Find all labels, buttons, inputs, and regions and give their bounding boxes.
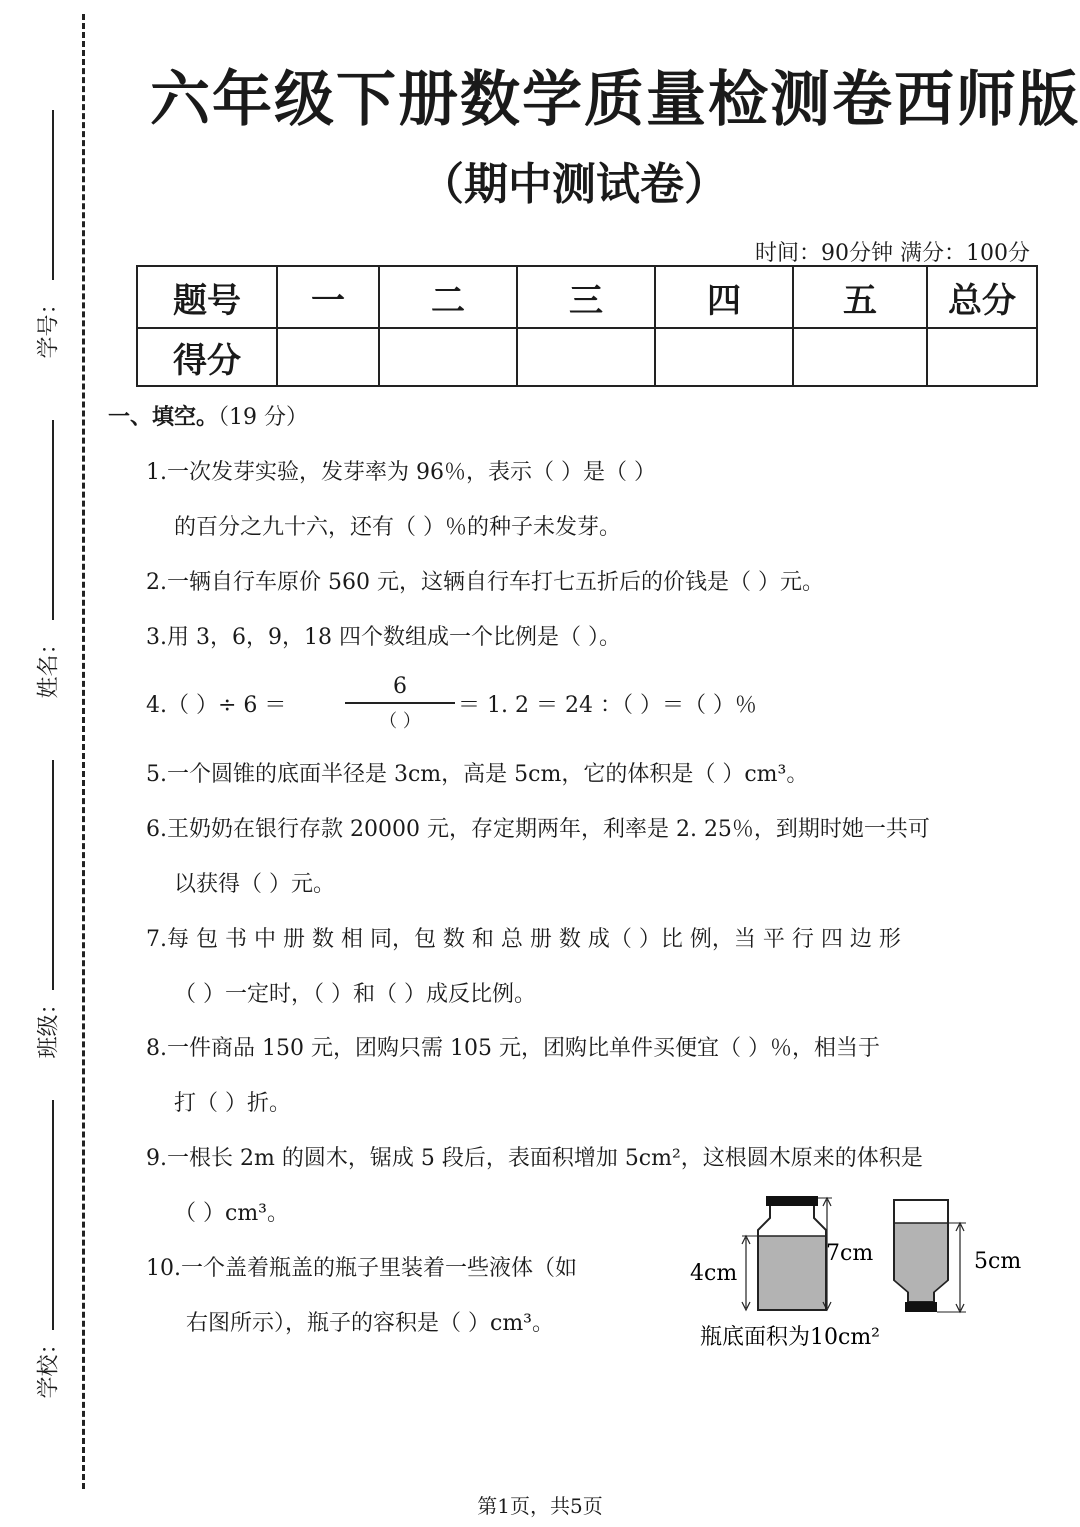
liquid-fill	[759, 1236, 825, 1309]
section-1-title	[108, 400, 308, 431]
score-header-cell: 总分	[927, 266, 1037, 328]
question-6-line-1: 6.王奶奶在银行存款 20000 元，存定期两年，利率是 2. 25％，到期时她一共可	[146, 817, 930, 842]
bottle-upright	[690, 1196, 873, 1310]
score-row-label: 得分	[137, 328, 277, 386]
question-8-line-1: 8.一件商品 150 元，团购只需 105 元，团购比单件买便宜（ ）％，相当于	[146, 1036, 880, 1061]
name-line	[52, 420, 54, 620]
question-3: 3.用 3，6，9，18 四个数组成一个比例是（ ）。	[146, 625, 621, 650]
score-table	[136, 265, 1038, 387]
score-header-cell: 三	[517, 266, 655, 328]
question-4-fraction	[345, 674, 455, 733]
school-line	[52, 1100, 54, 1330]
section-1-heading: 一、填空。	[108, 405, 219, 430]
time-info: 时间：90分钟 满分：100分	[755, 241, 1030, 266]
fraction-bar	[345, 702, 455, 704]
score-header-cell: 题号	[137, 266, 277, 328]
label-5cm: 5cm	[974, 1249, 1022, 1274]
question-8-line-2: 打（ ）折。	[174, 1091, 291, 1116]
score-header-cell: 一	[277, 266, 379, 328]
label-4cm: 4cm	[690, 1261, 738, 1286]
fraction-denominator: （ ）	[379, 711, 421, 732]
student-id-line	[52, 110, 54, 280]
fraction-numerator: 6	[393, 674, 407, 699]
score-header-cell: 五	[793, 266, 927, 328]
question-9-line-1: 9.一根长 2m 的圆木，锯成 5 段后，表面积增加 5cm²，这根圆木原来的体积是	[146, 1146, 923, 1171]
score-cell[interactable]	[655, 328, 793, 386]
school-label: 学校：	[36, 1332, 62, 1399]
page-footer: 第1页，共5页	[477, 1494, 603, 1518]
inverted-cap-icon	[905, 1302, 937, 1312]
question-6-line-2: 以获得（ ）元。	[174, 872, 335, 897]
question-10-line-1: 10.一个盖着瓶盖的瓶子里装着一些液体（如	[146, 1256, 577, 1281]
question-4-left: 4.（ ）÷ 6 ＝	[146, 693, 287, 718]
bottle-cap-icon	[766, 1196, 818, 1206]
section-1-points: （19 分）	[218, 405, 309, 430]
class-line	[52, 760, 54, 990]
score-cell[interactable]	[379, 328, 517, 386]
name-label: 姓名：	[36, 632, 62, 699]
question-9-line-2: （ ）cm³。	[174, 1201, 289, 1226]
score-cell[interactable]	[793, 328, 927, 386]
question-10-line-2: 右图所示），瓶子的容积是（ ）cm³。	[186, 1311, 554, 1336]
binding-dashed-line	[82, 14, 85, 1489]
figure-caption: 瓶底面积为10cm²	[700, 1325, 880, 1350]
question-7-line-2: （ ）一定时，（ ）和（ ）成反比例。	[174, 982, 536, 1007]
score-header-cell: 四	[655, 266, 793, 328]
page-subtitle: （期中测试卷）	[420, 159, 728, 210]
question-1-line-2: 的百分之九十六，还有（ ）％的种子未发芽。	[174, 515, 621, 540]
score-header-row	[137, 266, 1037, 328]
bottle-figure	[686, 1188, 1056, 1358]
page-title: 六年级下册数学质量检测卷西师版	[150, 65, 1080, 135]
score-cell[interactable]	[927, 328, 1037, 386]
bottle-inverted	[894, 1200, 1021, 1312]
score-value-row	[137, 328, 1037, 386]
label-7cm: 7cm	[826, 1241, 874, 1266]
question-5: 5.一个圆锥的底面半径是 3cm，高是 5cm，它的体积是（ ）cm³。	[146, 762, 809, 787]
question-1-line-1: 1.一次发芽实验，发芽率为 96％，表示（ ）是（ ）	[146, 460, 656, 485]
question-4-right: ＝ 1. 2 ＝ 24 ：（ ）＝（ ）％	[458, 693, 757, 718]
question-2: 2.一辆自行车原价 560 元，这辆自行车打七五折后的价钱是（ ）元。	[146, 570, 824, 595]
inverted-liquid-fill	[895, 1223, 947, 1301]
score-header-cell: 二	[379, 266, 517, 328]
class-label: 班级：	[36, 992, 62, 1059]
question-7-line-1: 7.每 包 书 中 册 数 相 同，包 数 和 总 册 数 成（ ）比 例，当 平 行 四 边 形	[146, 927, 901, 952]
student-id-label: 学号：	[36, 292, 62, 359]
score-cell[interactable]	[277, 328, 379, 386]
score-cell[interactable]	[517, 328, 655, 386]
